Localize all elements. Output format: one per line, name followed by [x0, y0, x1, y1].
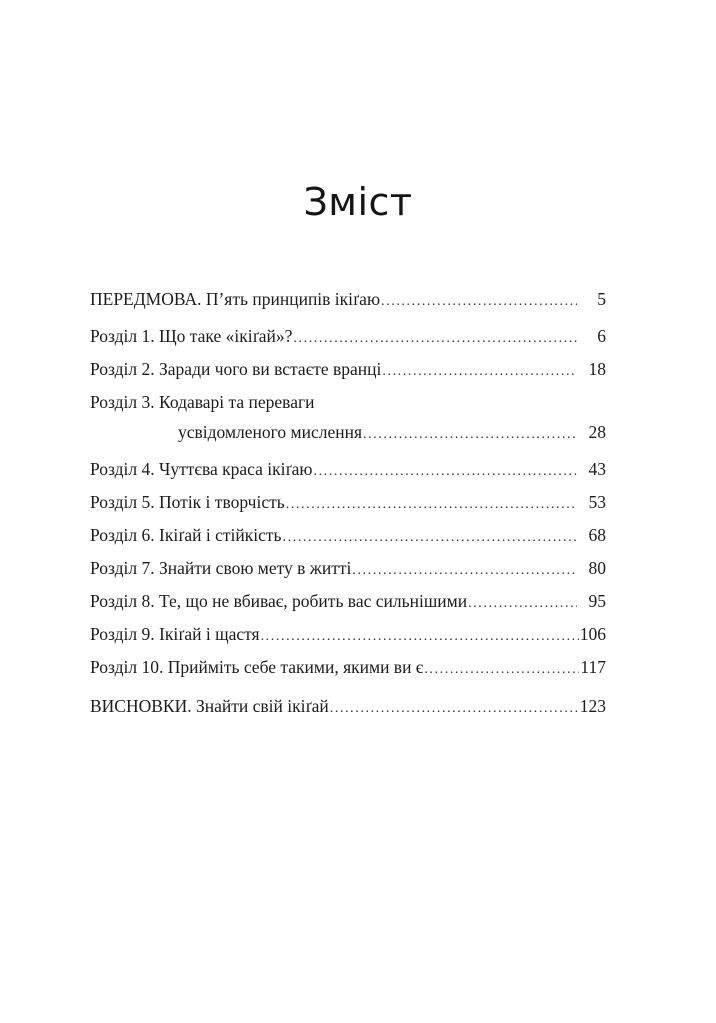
- toc-entry-chapter-6[interactable]: [90, 520, 606, 553]
- leader-dots: [381, 287, 577, 317]
- toc-entry-chapter-3[interactable]: [90, 387, 606, 450]
- toc-entry-conclusions[interactable]: [90, 691, 606, 724]
- toc-entry-label: Розділ 1. Що таке «ікіґай»?: [90, 326, 293, 346]
- leader-dots: [424, 655, 579, 685]
- toc-entry-label: Розділ 8. Те, що не вбиває, робить вас сильнішими: [90, 591, 468, 611]
- toc-entry-chapter-4[interactable]: [90, 454, 606, 487]
- toc-entry-label-line2: усвідомленого мислення: [178, 422, 363, 442]
- leader-dots: [363, 420, 577, 450]
- page-title: Зміст: [303, 180, 413, 224]
- toc-entry-label: Розділ 6. Ікіґай і стійкість: [90, 525, 282, 545]
- leader-dots: [382, 357, 577, 387]
- toc-entry-chapter-2[interactable]: [90, 354, 606, 387]
- toc-entry-preface[interactable]: [90, 284, 606, 317]
- toc-entry-chapter-1[interactable]: [90, 321, 606, 354]
- toc-entry-chapter-9[interactable]: [90, 619, 606, 652]
- toc-entry-page: 53: [588, 492, 606, 512]
- leader-dots: [286, 490, 577, 520]
- toc-entry-label: Розділ 2. Заради чого ви встаєте вранці: [90, 359, 382, 379]
- toc-entry-page: 6: [597, 326, 606, 346]
- toc-entry-page: 43: [588, 459, 606, 479]
- toc-entry-label: Розділ 4. Чуттєва краса ікіґаю: [90, 459, 313, 479]
- leader-dots: [352, 556, 577, 586]
- toc-entry-chapter-7[interactable]: [90, 553, 606, 586]
- leader-dots: [293, 324, 577, 354]
- toc-entry-page: 18: [588, 359, 606, 379]
- toc-entry-page: 95: [588, 591, 606, 611]
- toc-entry-label: ПЕРЕДМОВА. П’ять принципів ікіґаю: [90, 289, 381, 309]
- toc-entry-page: 117: [580, 657, 606, 677]
- leader-dots: [330, 694, 579, 724]
- toc-entry-page: 28: [588, 422, 606, 442]
- toc-entry-chapter-10[interactable]: [90, 652, 606, 685]
- toc-entry-label: ВИСНОВКИ. Знайти свій ікіґай: [90, 696, 329, 716]
- leader-dots: [283, 523, 577, 553]
- toc-entry-label: Розділ 5. Потік і творчість: [90, 492, 285, 512]
- toc-entry-page: 80: [588, 558, 606, 578]
- toc-entry-label-line1: Розділ 3. Кодаварі та переваги: [90, 392, 315, 412]
- toc-entry-page: 5: [597, 289, 606, 309]
- toc-entry-page: 68: [588, 525, 606, 545]
- toc-entry-label: Розділ 7. Знайти свою мету в житті: [90, 558, 352, 578]
- leader-dots: [468, 589, 577, 619]
- toc-entry-page: 106: [579, 624, 606, 644]
- table-of-contents: [90, 284, 606, 724]
- toc-entry-label: Розділ 9. Ікіґай і щастя: [90, 624, 260, 644]
- leader-dots: [261, 622, 579, 652]
- toc-entry-label: Розділ 10. Прийміть себе такими, якими ви є: [90, 657, 424, 677]
- toc-entry-page: 123: [579, 696, 606, 716]
- leader-dots: [313, 457, 577, 487]
- toc-entry-chapter-5[interactable]: [90, 487, 606, 520]
- toc-entry-chapter-8[interactable]: [90, 586, 606, 619]
